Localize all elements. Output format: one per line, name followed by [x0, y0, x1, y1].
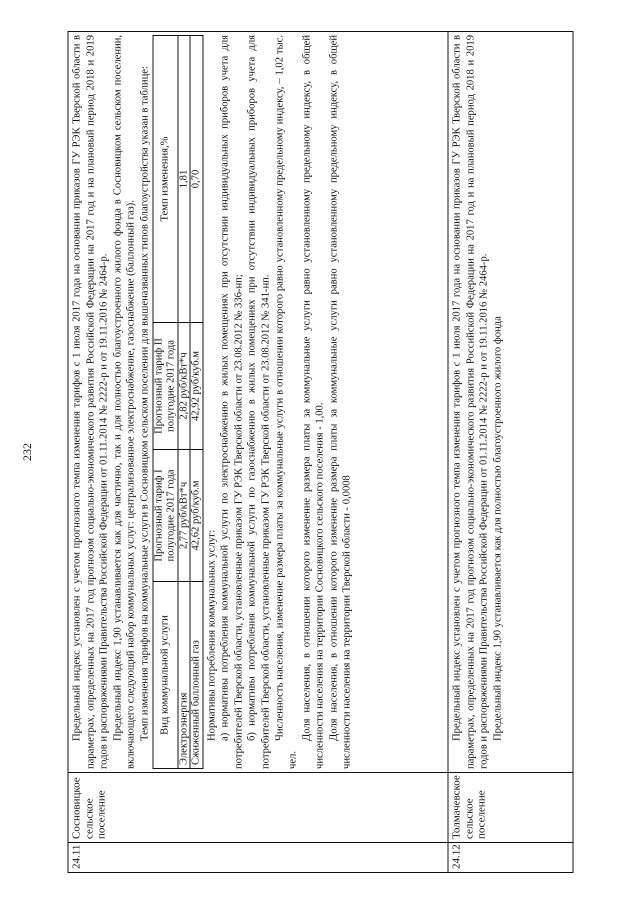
cell-tariff-h2: 42,92 руб/куб.м: [190, 323, 203, 450]
table-row: [448, 32, 573, 873]
tariff-table-header: [153, 36, 177, 769]
cell-tariff-h1: 2,77 руб/кВт*ч: [178, 450, 191, 582]
cell-rate: 1,81: [178, 36, 191, 323]
settlement-name: Сосновицкое сельское поселение: [68, 773, 448, 843]
header-tariff-h2: Прогнозный тариф II полугодие 2017 года: [153, 323, 177, 450]
header-rate: Темп изменения,%: [153, 36, 177, 323]
page-number: 232: [20, 443, 34, 461]
table-row: [68, 32, 448, 873]
paragraph-norms: Нормативы потребления коммунальных услуг:: [206, 529, 218, 741]
settlement-description: [68, 32, 448, 773]
settlements-table: [68, 31, 574, 873]
paragraph-index-190: Предельный индекс 1,90 устанавливается как для полностью благоустроенного жилого фонда: [492, 316, 504, 741]
tariff-row: [190, 36, 203, 769]
rotated-page: [68, 31, 573, 873]
paragraph-index-190: Предельный индекс 1,90 устанавливается как для частично, так и для полностью благоустроенного жилого фонда в Сосновицком сельском поселении, включающего следующий набор коммунальных услуг: централизованное электроснабжение, газоснабжение (баллонный газ).: [112, 35, 137, 769]
tariff-table: [153, 35, 204, 769]
paragraph-share-settlement: Доля населения, в отношении которого изменение размера платы за коммунальные услуги равно установленному предельному индексу, в общей численности населения на территории Сосновицкого сельского поселения - 1,00.: [301, 35, 326, 769]
settlement-name: Толмачевское сельское поселение: [448, 773, 573, 843]
paragraph-index-basis: Предельный индекс установлен с учетом прогнозного темпа изменения тарифов с 1 июля 2017 года на основании приказов ГУ РЭК Тверской области в параметрах, определенных на 2017 год прогнозом социально-экономического развития Российской Федерации на 2017 год и на плановый период 2018 и 2019 годов и распоряжениями Правительства Российской Федерации от 01.11.2014 № 2222-р и от 19.11.2016 № 2464-р.: [71, 35, 110, 769]
settlement-description: [448, 32, 573, 773]
paragraph-share-region: Доля населения, в отношении которого изменение размера платы за коммунальные услуги равно установленному предельному индексу, в общей численности населения на территории Тверской области - 0,0008: [328, 35, 353, 769]
paragraph-population: Численность населения, изменение размера платы за коммунальные услуги в отношении которого равно установленному предельному индексу, – 1,02 тыс. чел.: [274, 35, 299, 769]
cell-tariff-h2: 2,82 руб/кВт*ч: [178, 323, 191, 450]
cell-rate: 0,70: [190, 36, 203, 323]
cell-service: Электроэнергия: [178, 582, 191, 769]
row-number: 24.11: [68, 843, 448, 873]
paragraph-tariff-rate: Темп изменения тарифов на коммунальные услуги в Сосновицком сельском поселении для вышеназванных типов благоустройства указан в таблице:: [139, 66, 151, 741]
cell-tariff-h1: 42,62 руб/куб.м: [190, 450, 203, 582]
header-service: Вид коммунальной услуги: [153, 582, 177, 769]
paragraph-norm-a: а) нормативы потребления коммунальной услуги по электроснабжению в жилых помещениях при отсутствии индивидуальных приборов учета для потребителей Тверской области, установленные приказом ГУ РЭК Тверской области от 23.08.2012 № 336-нп;: [219, 35, 245, 769]
paragraph-norm-b: б) нормативы потребления коммунальной услуги по газоснабжению в жилых помещениях при отсутствии индивидуальных приборов учета для потребителей Тверской области, установленные приказом ГУ РЭК Тверской области от 23.08.2012 № 341-нп.: [246, 35, 272, 769]
header-tariff-h1: Прогнозный тариф I полугодие 2017 года: [153, 450, 177, 582]
row-number: 24.12: [448, 843, 573, 873]
tariff-row: [178, 36, 191, 769]
paragraph-index-basis: Предельный индекс установлен с учетом прогнозного темпа изменения тарифов с 1 июля 2017 года на основании приказов ГУ РЭК Тверской области в параметрах, определенных на 2017 год прогнозом социально-экономического развития Российской Федерации на 2017 год и на плановый период 2018 и 2019 годов и распоряжениями Правительства Российской Федерации от 01.11.2014 № 2222-р и от 19.11.2016 № 2464-р.: [451, 35, 490, 769]
cell-service: Сжиженный баллонный газ: [190, 582, 203, 769]
